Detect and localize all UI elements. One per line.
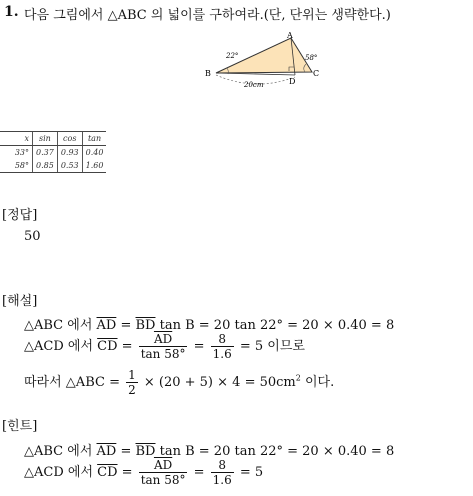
text: △ABC 에서 (24, 318, 97, 333)
explanation-line-3 (24, 368, 334, 397)
text: = (189, 339, 209, 354)
angle-c-label: 58° (305, 54, 318, 62)
segment-bd: $\overline{BD}$ (135, 318, 156, 333)
bd-length-label: 20cm (244, 81, 264, 89)
table-header: x (0, 132, 33, 146)
segment-bd: $\overline{BD}$ (135, 444, 156, 459)
fraction (211, 458, 234, 487)
table-row (0, 146, 106, 160)
table-cell: 0.85 (33, 159, 58, 173)
text: 따라서 △ABC = (24, 375, 125, 390)
table-header: sin (33, 132, 58, 146)
table-cell: 58° (0, 159, 33, 173)
explanation-heading: [해설] (2, 294, 38, 309)
text: = (189, 465, 209, 480)
text: 이다. (300, 375, 335, 390)
fraction-denominator: tan 58° (140, 473, 186, 487)
fraction-numerator: 1 (128, 368, 136, 382)
fraction (211, 332, 234, 361)
text: = (116, 318, 136, 333)
fraction-denominator: 1.6 (212, 347, 232, 361)
fraction-numerator: $\overline{AD}$ (139, 458, 188, 473)
table-header: cos (57, 132, 82, 146)
trig-table (0, 131, 106, 173)
fraction (126, 368, 138, 397)
fraction-denominator: tan 58° (140, 347, 186, 361)
fraction (139, 332, 188, 361)
text: △ABC 에서 (24, 444, 97, 459)
text: = 5 (235, 465, 264, 480)
fraction (139, 458, 188, 487)
text: △ACD 에서 (24, 465, 98, 480)
text: = 5 이므로 (235, 339, 305, 354)
table-header-row (0, 132, 106, 146)
table-cell: 0.93 (57, 146, 82, 160)
label-a: A (287, 31, 293, 40)
segment-ad: $\overline{AD}$ (96, 444, 117, 459)
table-row (0, 159, 106, 173)
segment-cd: $\overline{CD}$ (97, 339, 118, 354)
hint-line-2 (24, 458, 263, 487)
segment-cd: $\overline{CD}$ (97, 465, 118, 480)
text: △ACD 에서 (24, 339, 98, 354)
fraction-numerator: 8 (211, 458, 234, 473)
table-cell: 0.53 (57, 159, 82, 173)
hint-line-1 (24, 440, 394, 459)
text: = (117, 339, 137, 354)
text: = (117, 465, 137, 480)
answer-value: 50 (24, 229, 41, 244)
triangle-figure (200, 30, 330, 95)
superscript: 2 (295, 373, 301, 383)
label-b: B (205, 69, 211, 78)
fraction-numerator: $\overline{AD}$ (139, 332, 188, 347)
explanation-line-2 (24, 332, 305, 361)
explanation-line-1 (24, 314, 394, 333)
fraction-denominator: 1.6 (212, 473, 232, 487)
question-number: 1. (4, 4, 19, 20)
text: tan B = 20 tan 22° = 20 × 0.40 = 8 (155, 444, 395, 459)
fraction-denominator: 2 (128, 383, 136, 397)
text: tan B = 20 tan 22° = 20 × 0.40 = 8 (155, 318, 395, 333)
table-cell: 0.40 (82, 146, 106, 160)
hint-heading: [힌트] (2, 419, 38, 434)
label-d: D (289, 77, 296, 86)
question-text: 다음 그림에서 △ABC 의 넓이를 구하여라.(단, 단위는 생략한다.) (24, 8, 391, 23)
segment-bd (216, 73, 295, 75)
text: = (116, 444, 136, 459)
table-cell: 0.37 (33, 146, 58, 160)
table-cell: 1.60 (82, 159, 106, 173)
table-header: tan (82, 132, 106, 146)
segment-ad: $\overline{AD}$ (96, 318, 117, 333)
angle-b-label: 22° (226, 52, 239, 60)
label-c: C (313, 69, 320, 78)
fraction-numerator: 8 (211, 332, 234, 347)
table-cell: 33° (14, 148, 29, 157)
text: × (20 + 5) × 4 = 50cm (139, 375, 296, 390)
answer-heading: [정답] (2, 208, 38, 223)
